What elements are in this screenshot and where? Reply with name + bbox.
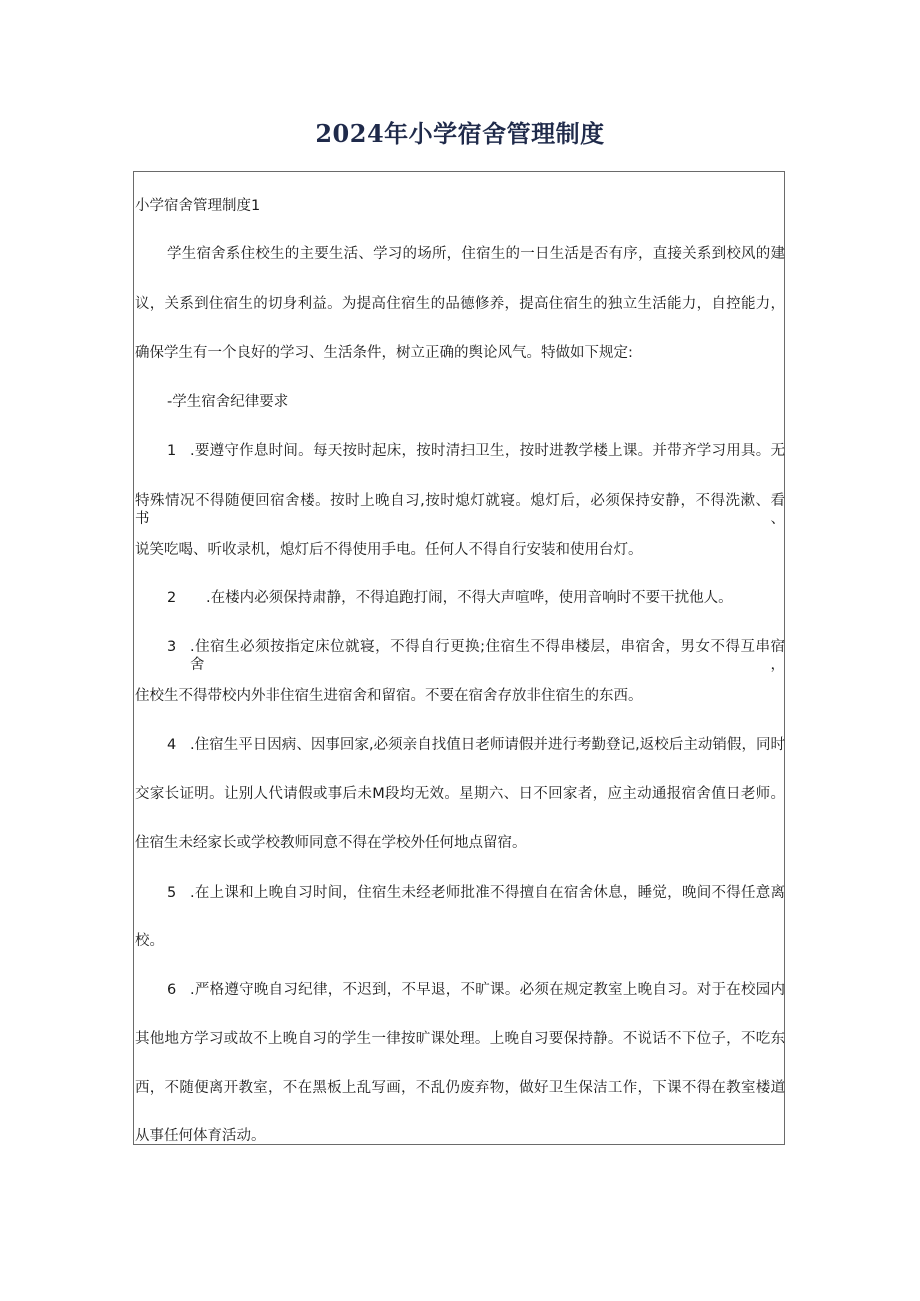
rule-text-line: 西，不随便离开教室，不在黑板上乱写画，不乱仍废弃物，做好卫生保洁工作，下课不得在教室楼道 <box>135 1080 785 1096</box>
document-title: 2024年小学宿舍管理制度 <box>315 119 605 148</box>
rules-heading: -学生宿舍纪律要求 <box>167 394 289 410</box>
rule-text-line: .住宿生平日因病、因事回家,必须亲自找值日老师请假并进行考勤登记,返校后主动销假，同时 <box>190 737 785 753</box>
section-heading: 小学宿舍管理制度1 <box>135 198 261 214</box>
rule-text-line: .住宿生必须按指定床位就寝，不得自行更换;住宿生不得串楼层，串宿舍，男女不得互串宿舍， <box>190 639 785 673</box>
rule-text-line: .在上课和上晚自习时间，住宿生未经老师批准不得擅自在宿舍休息，睡觉，晚间不得任意离 <box>190 885 785 901</box>
rule-number: 5 <box>167 885 177 901</box>
intro-line-3: 确保学生有一个良好的学习、生活条件，树立正确的舆论风气。特做如下规定: <box>135 345 633 361</box>
rule-number: 3 <box>167 639 177 655</box>
rule-text-line: 说笑吃喝、听收录机，熄灯后不得使用手电。任何人不得自行安装和使用台灯。 <box>135 542 643 558</box>
rule-text-line: .在楼内必须保持肃静，不得追跑打闹，不得大声喧哗，使用音响时不要干扰他人。 <box>206 590 733 606</box>
rule-text-line: 住校生不得带校内外非住宿生进宿舍和留宿。不要在宿舍存放非住宿生的东西。 <box>135 688 643 704</box>
rule-number: 4 <box>167 737 177 753</box>
rule-text-line: 校。 <box>135 933 164 949</box>
rule-text-line: 从事任何体育活动。 <box>135 1128 266 1144</box>
rule-number: 2 <box>167 590 177 606</box>
rule-text-line: 其他地方学习或故不上晚自习的学生一律按旷课处理。上晚自习要保持静。不说话不下位子，不吃东 <box>135 1031 785 1047</box>
rule-number: 6 <box>167 982 177 998</box>
rule-text-line: 交家长证明。让别人代请假或事后未M段均无效。星期六、日不回家者，应主动通报宿舍值日老师。 <box>135 786 785 802</box>
intro-line-2: 议，关系到住宿生的切身利益。为提高住宿生的品德修养，提高住宿生的独立生活能力，自控能力， <box>135 296 785 312</box>
rule-text-line: .要遵守作息时间。每天按时起床，按时清扫卫生，按时进教学楼上课。并带齐学习用具。无 <box>190 443 785 459</box>
rule-text-line: .严格遵守晚自习纪律，不迟到，不早退，不旷课。必须在规定教室上晚自习。对于在校园内 <box>190 982 785 998</box>
rule-text-line: 住宿生未经家长或学校教师同意不得在学校外任何地点留宿。 <box>135 835 527 851</box>
rule-number: 1 <box>167 443 177 459</box>
intro-line-1: 学生宿舍系住校生的主要生活、学习的场所，住宿生的一日生活是否有序，直接关系到校风的建 <box>167 246 785 262</box>
rule-text-line: 特殊情况不得随便回宿舍楼。按时上晚自习,按时熄灯就寝。熄灯后，必须保持安静，不得洗漱、看书、 <box>135 493 785 527</box>
